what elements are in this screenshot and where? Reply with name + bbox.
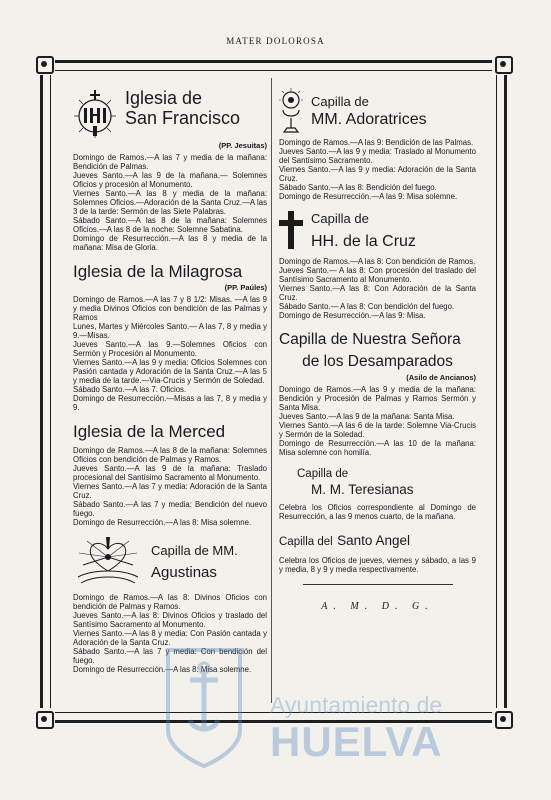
schedule-paragraph: Domingo de Ramos.—A las 8: Divinos Oficios con bendición de Palmas y Ramos. [73,593,267,611]
schedule-paragraph: Viernes Santo.—A las 8 y media: Con Pasión cantada y Adoración de la Santa Cruz. [73,629,267,647]
jesuit-ihs-emblem-icon [73,88,117,140]
corner-ornament-icon [33,708,55,730]
schedule-paragraph: Sábado Santo.— A las 8: Con bendición del fuego. [279,302,455,311]
schedule-paragraph: Viernes Santo.—A las 8 y media de la mañana: Solemnes Oficios.—Adoración de la Santa Cruz.—A las 3 de la tarde: Sermón de las Siete Palabras. [73,189,267,216]
church-title: Capilla del [279,536,333,548]
church-title: Capilla de Nuestra Señora [279,331,461,348]
schedule-paragraph: Viernes Santo.—A las 9 y media: Adoración de la Santa Cruz. [279,165,476,183]
section-san-francisco [73,88,267,252]
schedule-paragraph: Jueves Santo.—A las 9 de la mañana: Traslado procesional del Santísimo Sacramento al Monumento. [73,464,267,482]
schedule-paragraph: Domingo de Ramos.—A las 8: Con bendición de Ramos. [279,257,476,266]
schedule-paragraph: Viernes Santo.—A las 6 de la tarde: Solemne Via-Crucis y Sermón de la Soledad. [279,421,476,439]
schedule-paragraph: Celebra los Oficios correspondiente al Domingo de Resurrección, a las 9 menos cuarto, de la mañana. [279,503,476,521]
section-adoratrices [279,88,476,201]
watermark-line1: Ayuntamiento de [270,692,443,718]
schedule-paragraph: Jueves Santo.—A las 9 y media: Traslado al Monumento del Santísimo Sacramento. [279,147,476,165]
corner-ornament-icon [492,708,514,730]
church-title: San Francisco [125,108,241,128]
church-title: Capilla de [311,94,369,109]
city-shield-watermark-icon [160,640,248,770]
schedule-paragraph: Domingo de Ramos.—A las 7 y media de la mañana: Bendición de Palmas. [73,153,267,171]
schedule-paragraph: Jueves Santo.—A las 9 de la mañana: Santa Misa. [279,412,455,421]
running-head: MATER DOLOROSA [226,36,325,46]
schedule-paragraph: Jueves Santo.—A las 9.—Solemnes Oficios con Sermón y Procesión al Monumento. [73,340,267,358]
schedule-paragraph: Domingo de Resurrección.—A las 9: Misa. [279,311,426,320]
schedule-paragraph: Lunes, Martes y Miércoles Santo.— A las 7, 8 y media y 9.—Misas. [73,322,267,340]
augustinian-heart-emblem-icon [73,537,143,587]
schedule-paragraph: Jueves Santo.— A las 8: Con procesión del traslado del Santísimo Sacramento al Monumento. [279,266,476,284]
schedule-paragraph: Domingo de Resurrección.—A las 8 y media de la mañana: Misa de Gloria. [73,234,267,252]
section-milagrosa [73,262,267,412]
closing-rule [303,584,453,585]
section-note: (PP. Paúles) [224,283,267,292]
church-title: Iglesia de la Merced [73,422,226,441]
schedule-paragraph: Viernes Santo.—A las 8: Con Adoración de la Santa Cruz. [279,284,476,302]
watermark-line2: HUELVA [270,718,443,765]
schedule-paragraph: Domingo de Ramos.—A las 9 y media de la mañana: Bendición y Procesión de Palmas y Ramos Sermón y Santa Misa. [279,385,476,412]
schedule-paragraph: Jueves Santo.—A las 8: Divinos Oficios y traslado del Santísimo Sacramento al Monumento. [73,611,267,629]
schedule-paragraph: Celebra los Oficios de jueves, viernes y sábado, a las 9 y media, 8 y 9 y media respectivamente. [279,556,476,574]
cross-icon [279,211,303,249]
schedule-paragraph: Domingo de Resurrección.—A las 8: Misa solemne. [73,665,252,674]
church-title: Capilla de [311,211,369,226]
section-santo-angel [279,531,476,574]
church-title: Iglesia de [125,88,203,108]
corner-ornament-icon [33,53,55,75]
archive-watermark [160,640,490,770]
schedule-paragraph: Domingo de Resurrección.—A las 8: Misa solemne. [73,518,252,527]
section-desamparados [279,330,476,457]
schedule-paragraph: Domingo de Ramos.—A las 7 y 8 1/2: Misas. —A las 9 y media Divinos Oficios con bendición de las Palmas y Ramos [73,295,267,322]
section-merced [73,422,267,527]
right-column [279,88,476,612]
church-title: de los Desamparados [302,353,453,370]
schedule-paragraph: Sábado Santo.—A las 7. Oficios. [73,385,187,394]
monstrance-chalice-icon [279,88,303,134]
schedule-paragraph: Sábado Santo.—A las 7 y media: Con bendición del fuego. [73,647,267,665]
left-column [73,88,267,684]
schedule-paragraph: Viernes Santo.—A las 9 y media: Oficios Solemnes con Pasión cantada y Adoración de la Santa Cruz.—A las 5 y media de la tarde.—Via-Crucis y Sermón de Soledad. [73,358,267,385]
church-title: Agustinas [151,564,217,581]
section-teresianas [279,467,476,521]
schedule-paragraph: Sábado Santo.—A las 8: Bendición del fuego. [279,183,437,192]
section-note: (PP. Jesuitas) [218,141,267,150]
church-title: Santo Angel [337,533,410,548]
schedule-paragraph: Jueves Santo.—A las 9 de la mañana.— Solemnes Oficios y procesión al Monumento. [73,171,267,189]
church-title: HH. de la Cruz [311,233,416,250]
column-divider [271,78,272,703]
schedule-paragraph: Domingo de Resurrección.—A las 10 de la mañana: Misa solemne con homilía. [279,439,476,457]
church-title: Capilla de [297,468,349,480]
church-title: Iglesia de la Milagrosa [73,262,243,281]
church-title: Capilla de MM. [151,543,238,558]
church-title: MM. Adoratrices [311,111,427,128]
schedule-paragraph: Sábado Santo.—A las 7 y media: Bendición del nuevo fuego. [73,500,267,518]
schedule-paragraph: Domingo de Resurrección.—A las 9: Misa solemne. [279,192,458,201]
corner-ornament-icon [492,53,514,75]
section-hh-de-la-cruz [279,211,476,320]
schedule-paragraph: Domingo de Ramos.—A las 8 de la mañana: Solemnes Oficios con bendición de Palmas y Ramos. [73,446,267,464]
section-note: (Asilo de Ancianos) [406,373,476,382]
schedule-paragraph: Sábado Santo.—A las 8 de la mañana: Solemnes Oficios.—A las 8 de la noche: Solemne Sabatina. [73,216,267,234]
schedule-paragraph: Domingo de Ramos.—A las 9: Bendición de las Palmas. [279,138,474,147]
closing-motto: A. M. D. G. [321,601,434,612]
church-title: M. M. Teresianas [311,482,414,497]
schedule-paragraph: Viernes Santo.—A las 7 y media: Adoración de la Santa Cruz. [73,482,267,500]
schedule-paragraph: Domingo de Resurrección.—Misas a las 7, 8 y media y 9. [73,394,267,412]
